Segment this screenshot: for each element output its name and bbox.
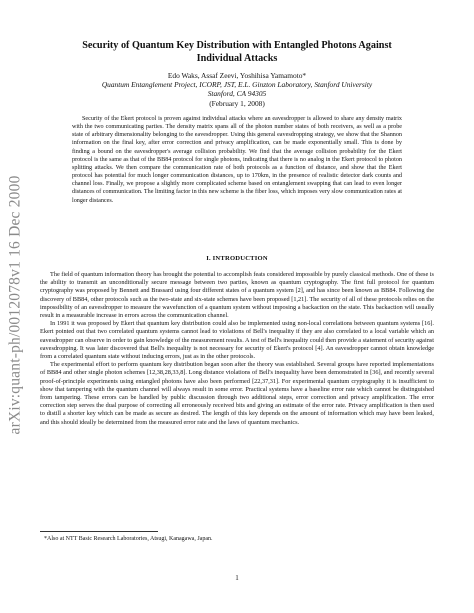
author-block xyxy=(62,71,412,108)
arxiv-identifier-margin xyxy=(0,170,32,440)
paper-date: (February 1, 2008) xyxy=(209,98,265,108)
author-list: Edo Waks, Assaf Zeevi, Yoshihisa Yamamoto* xyxy=(167,71,307,80)
body-paragraph: In 1991 it was proposed by Ekert that quantum key distribution could also be implemented using non-local correlations between quantum systems [16]. Ekert pointed out that two correlated quantum systems cannot lead to violations of Bell's inequality if they are also correlated to a local variable which an eavesdropper can observe in order to gain knowledge of the measurement results. A test of Bell's inequality could then provide a statement of security against eavesdropping. It was later discovered that Bell's inequality is not necessary for security of Ekert's protocol [4]. An eavesdropper cannot obtain knowledge from a correlated quantum state without inducing errors, just as in the other protocols. xyxy=(40,320,434,361)
paper-title: Security of Quantum Key Distribution with Entangled Photons Against Individual Attacks xyxy=(82,40,392,64)
page-number: 1 xyxy=(235,574,239,582)
abstract: Security of the Ekert protocol is proven against individual attacks where an eavesdropper is allowed to share any density matrix with the two communicating parties. The density matrix spans all of the photon number states of both receivers, as well as a probe state of arbitrary dimensionality belonging to the eavesdropper. Using this general eavesdropping strategy, we show that the Shannon information on the final key, after error correction and privacy amplification, can be made exponentially small. This is done by finding a bound on the eavesdropper's average collision probability. We find that the average collision probability for the Ekert protocol is the same as that of the BB84 protocol for single photons, indicating that there is no analog in the Ekert protocol to photon splitting attacks. We then compare the communication rate of both protocols as a function of distance, and show that the Ekert protocol has potential for much longer communication distances, up to 170km, in the presence of realistic detector dark counts and channel loss. Finally, we propose a slightly more complicated scheme based on entanglement swapping that can lead to even longer distances of communication. The limiting factor in this new scheme is the fiber loss, which imposes very slow communication rates at longer distances. xyxy=(72,116,402,204)
footnote-rule xyxy=(40,531,158,532)
footnote: *Also at NTT Basic Research Laboratories, Atsugi, Kanagawa, Japan. xyxy=(44,536,213,542)
affiliation-line-2: Stanford, CA 94305 xyxy=(207,89,267,99)
affiliation-line-1: Quantum Entanglement Project, ICORP, JST, E.L. Ginzton Laboratory, Stanford University xyxy=(101,80,373,90)
arxiv-identifier-text: arXiv:quant-ph/0012078v1 16 Dec 2000 xyxy=(7,175,24,435)
body-paragraph: The field of quantum information theory has brought the potential to accomplish feats considered impossible by purely classical methods. One of these is the ability to transmit an unconditionally secure message between two parties, known as quantum cryptography. The first full protocol for quantum cryptography was proposed by Bennett and Brassard using four different states of a quantum system [2], and has since been known as BB84. Following the discovery of BB84, other protocols such as the two-state and six-state schemes have been proposed [1,21]. The security of all of these protocols relies on the impossibility of an eavesdropper to measure the wavefunction of a quantum system without imposing a backaction on the state. This backaction will usually result in a measurable increase in errors across the communication channel. xyxy=(40,271,434,320)
introduction-body xyxy=(40,271,434,427)
body-paragraph: The experimental effort to perform quantum key distribution began soon after the theory was established. Several groups have reported implementations of BB84 and other single photon schemes [12,38,28,33,8]. Long distance violations of Bell's inequality have been demonstrated in [36], and recently several proof-of-principle experiments using entangled photons have also been performed [22,37,31]. For experimental quantum cryptography it is insufficient to show that tampering with the quantum channel will always result in some error. Practical systems have a baseline error rate which cannot be distinguished from tampering. These errors can be handled by public discussion through two additional steps, error correction and privacy amplification. The error correction step serves the dual purpose of correcting all erroneously received bits and giving an estimate of the error rate. Privacy amplification is then used to distill a shorter key which can be made as secure as desired. The length of this key depends on the amount of information which may have been leaked, and this should ideally be determined from the measured error rate and the laws of quantum mechanics. xyxy=(40,361,434,426)
section-heading-introduction: I. INTRODUCTION xyxy=(206,255,268,262)
